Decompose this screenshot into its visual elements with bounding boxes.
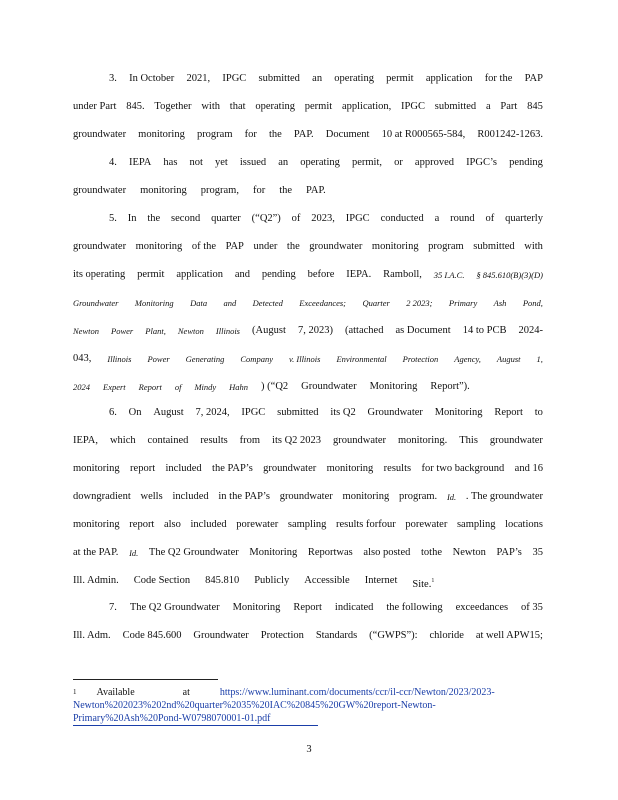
text: IPGC bbox=[222, 73, 247, 84]
text: also posted bbox=[363, 547, 411, 558]
text: an bbox=[312, 73, 323, 84]
text: the bbox=[268, 129, 282, 140]
citation-text: Groundwater bbox=[73, 298, 119, 308]
citation-text: Newton bbox=[73, 326, 99, 336]
citation-text: Power bbox=[111, 326, 134, 336]
text: and bbox=[234, 269, 251, 280]
text: quarterly bbox=[505, 213, 543, 224]
text: 043, bbox=[73, 353, 92, 364]
para5-line1 bbox=[73, 213, 543, 241]
text: with bbox=[201, 101, 221, 112]
para5-line4 bbox=[73, 297, 543, 325]
text: at the PAP. bbox=[73, 547, 119, 558]
text: 845.810 bbox=[205, 575, 240, 586]
para5-line5 bbox=[73, 325, 543, 353]
text: issued bbox=[239, 157, 267, 168]
text: pending bbox=[261, 269, 296, 280]
text: locations bbox=[505, 519, 543, 530]
text: operating bbox=[300, 157, 340, 168]
text: application bbox=[425, 73, 473, 84]
citation-text: 2024 bbox=[73, 382, 90, 392]
text: permit, bbox=[351, 157, 382, 168]
text: monitoring. bbox=[398, 435, 448, 446]
text: Groundwater bbox=[367, 407, 423, 418]
text: included bbox=[165, 463, 202, 474]
text: for the bbox=[484, 73, 513, 84]
text: to bbox=[534, 407, 543, 418]
text: PAP bbox=[524, 73, 543, 84]
text: Site. bbox=[412, 578, 432, 590]
text: 2024- bbox=[518, 325, 543, 336]
footnote-text: at bbox=[182, 687, 190, 698]
citation-text: 1, bbox=[536, 354, 543, 364]
paragraph-5 bbox=[73, 213, 543, 409]
citation-text: Illinois bbox=[215, 326, 240, 336]
text: monitoring bbox=[73, 463, 120, 474]
para6-line1 bbox=[73, 407, 543, 435]
para7-line2 bbox=[73, 630, 543, 658]
text: not bbox=[189, 157, 203, 168]
text: Publicly bbox=[254, 575, 290, 586]
para5-line7 bbox=[73, 381, 543, 409]
text: R001242-1263. bbox=[477, 129, 543, 140]
text: monitoring bbox=[135, 241, 183, 252]
text: for bbox=[244, 129, 257, 140]
paragraph-number: 7. bbox=[109, 602, 117, 613]
citation-text: Newton bbox=[177, 326, 204, 336]
text: Together bbox=[154, 101, 192, 112]
text: Document bbox=[325, 129, 370, 140]
text: also bbox=[163, 519, 181, 530]
text: the following bbox=[386, 602, 443, 613]
para5-line2 bbox=[73, 241, 543, 269]
text: approved bbox=[414, 157, 454, 168]
text: sampling bbox=[287, 519, 327, 530]
text: of 35 bbox=[521, 602, 543, 613]
citation-text: Environmental bbox=[336, 354, 387, 364]
footnote-text: Available bbox=[96, 687, 135, 698]
text: groundwater bbox=[73, 129, 127, 140]
para7-line1 bbox=[73, 602, 543, 630]
citation-text: v. Illinois bbox=[288, 354, 321, 364]
text: Ill. Admin. bbox=[73, 575, 119, 586]
text: yet bbox=[214, 157, 228, 168]
text: submitted bbox=[258, 73, 300, 84]
text: sampling bbox=[456, 519, 496, 530]
text: This bbox=[459, 435, 478, 446]
text: report bbox=[129, 519, 155, 530]
citation-text: Monitoring bbox=[134, 298, 174, 308]
citation-text: Mindy bbox=[194, 382, 217, 392]
text: a bbox=[485, 101, 491, 112]
text: its Q2 2023 bbox=[272, 435, 322, 446]
text: pending bbox=[509, 157, 543, 168]
text: ) (“Q2 bbox=[261, 381, 289, 392]
citation-text: Agency, bbox=[454, 354, 481, 364]
text: report bbox=[130, 463, 156, 474]
text: Ill. Adm. bbox=[73, 630, 111, 641]
text: as Document bbox=[395, 325, 451, 336]
text: second bbox=[171, 213, 201, 224]
citation-text: and bbox=[223, 298, 237, 308]
text: in the PAP’s bbox=[218, 491, 270, 502]
citation-text: Pond, bbox=[522, 298, 543, 308]
text: (attached bbox=[344, 325, 384, 336]
footnote-ref-wrap bbox=[412, 575, 434, 591]
text: Code 845.600 bbox=[122, 630, 182, 641]
text: In October bbox=[129, 73, 175, 84]
text: included bbox=[172, 491, 209, 502]
para4-line1 bbox=[73, 157, 543, 185]
text: PAP. bbox=[306, 185, 326, 196]
citation-text: Report bbox=[138, 382, 162, 392]
text: Monitoring bbox=[249, 547, 298, 558]
text: 845 bbox=[527, 101, 543, 112]
text: The Q2 Groundwater bbox=[148, 547, 239, 558]
text: wells bbox=[140, 491, 163, 502]
para3-line2 bbox=[73, 101, 543, 129]
paragraph-7 bbox=[73, 602, 543, 658]
text: from bbox=[239, 435, 261, 446]
citation-text: of bbox=[174, 382, 182, 392]
text: monitoring bbox=[73, 519, 120, 530]
text: groundwater bbox=[73, 241, 127, 252]
citation-text: 2 2023; bbox=[406, 298, 433, 308]
text: monitoring bbox=[138, 129, 185, 140]
text: PAP’s bbox=[496, 547, 522, 558]
text: of bbox=[291, 213, 301, 224]
text: has bbox=[163, 157, 178, 168]
para6-line4 bbox=[73, 491, 543, 519]
text: (“GWPS”): bbox=[369, 630, 418, 641]
citation-text: Quarter bbox=[362, 298, 390, 308]
text: Report bbox=[494, 407, 523, 418]
text: Monitoring bbox=[232, 602, 281, 613]
text: Monitoring bbox=[369, 381, 418, 392]
text: 10 at R000565-584, bbox=[381, 129, 466, 140]
footnote-reference[interactable]: 1 bbox=[431, 578, 435, 584]
text: Code Section bbox=[133, 575, 191, 586]
footnote-separator bbox=[73, 679, 218, 680]
text: downgradient bbox=[73, 491, 131, 502]
text: results forfour bbox=[335, 519, 396, 530]
footnote-number: 1 bbox=[73, 688, 77, 696]
text: 35 bbox=[532, 547, 543, 558]
citation-text: Id. bbox=[129, 548, 139, 558]
text: Internet bbox=[364, 575, 398, 586]
text: monitoring bbox=[140, 185, 187, 196]
text: which bbox=[109, 435, 136, 446]
text: groundwater bbox=[332, 435, 387, 446]
text: 2021, bbox=[186, 73, 211, 84]
text: round bbox=[450, 213, 475, 224]
text: included bbox=[190, 519, 227, 530]
text: monitoring bbox=[342, 491, 390, 502]
citation-text: Company bbox=[240, 354, 273, 364]
text: IEPA bbox=[128, 157, 152, 168]
text: Accessible bbox=[304, 575, 350, 586]
text: for bbox=[252, 185, 266, 196]
text: of bbox=[485, 213, 495, 224]
text: 845. bbox=[126, 101, 145, 112]
citation-text: Id. bbox=[446, 492, 457, 502]
text: Reportwas bbox=[307, 547, 353, 558]
footnote-line1 bbox=[73, 686, 543, 699]
text: permit bbox=[137, 269, 165, 280]
text: for two background bbox=[421, 463, 505, 474]
text: Groundwater bbox=[193, 630, 249, 641]
citation-text: 35 I.A.C. bbox=[433, 270, 465, 280]
text: IPGC bbox=[241, 407, 266, 418]
text: porewater bbox=[405, 519, 448, 530]
text: application bbox=[176, 269, 223, 280]
text: PAP. bbox=[293, 129, 314, 140]
text: Standards bbox=[315, 630, 358, 641]
text: groundwater bbox=[309, 241, 363, 252]
text: Groundwater bbox=[301, 381, 357, 392]
text: and 16 bbox=[514, 463, 543, 474]
paragraph-number: 5. bbox=[109, 213, 117, 224]
text: 2023, bbox=[311, 213, 335, 224]
text: under Part bbox=[73, 101, 117, 112]
text: IEPA. bbox=[346, 269, 372, 280]
text: Ramboll, bbox=[383, 269, 422, 280]
text: 7, 2023) bbox=[297, 325, 333, 336]
text: program bbox=[428, 241, 464, 252]
para3-line1 bbox=[73, 73, 543, 101]
text: On bbox=[128, 407, 142, 418]
text: permit bbox=[386, 73, 414, 84]
para5-line3 bbox=[73, 269, 543, 297]
citation-text: Plant, bbox=[145, 326, 166, 336]
text: 7, 2024, bbox=[195, 407, 230, 418]
footnote-line3 bbox=[73, 712, 543, 726]
citation-text: Power bbox=[147, 354, 170, 364]
text: Part bbox=[500, 101, 518, 112]
citation-text: August bbox=[496, 354, 521, 364]
citation-text: Generating bbox=[185, 354, 225, 364]
text: PAP bbox=[225, 241, 244, 252]
text: groundwater bbox=[489, 435, 543, 446]
text: groundwater bbox=[279, 491, 333, 502]
text: 14 to PCB bbox=[462, 325, 507, 336]
text: In bbox=[127, 213, 137, 224]
text: Report bbox=[293, 602, 322, 613]
footnote-link[interactable]: Primary%20Ash%20Pond-W0798070001-01.pdf bbox=[73, 712, 318, 726]
text: submitted bbox=[434, 101, 477, 112]
text: The Q2 Groundwater bbox=[129, 602, 220, 613]
text: chloride bbox=[429, 630, 464, 641]
para6-line2 bbox=[73, 435, 543, 463]
text: program bbox=[196, 129, 233, 140]
text: permit bbox=[304, 101, 333, 112]
text: groundwater bbox=[73, 185, 127, 196]
text: with bbox=[524, 241, 543, 252]
text: Monitoring bbox=[434, 407, 483, 418]
text: August bbox=[153, 407, 184, 418]
citation-text: Exceedances; bbox=[299, 298, 347, 308]
text: IPGC bbox=[345, 213, 370, 224]
text: program. bbox=[398, 491, 438, 502]
text: submitted bbox=[473, 241, 515, 252]
text: of the bbox=[191, 241, 217, 252]
footnote-link[interactable]: Newton%202023%202nd%20quarter%2035%20IAC%20845%20GW%20report-Newton- bbox=[73, 700, 436, 711]
citation-text: Ash bbox=[493, 298, 507, 308]
text: its Q2 bbox=[330, 407, 356, 418]
text: monitoring bbox=[371, 241, 419, 252]
text: tothe bbox=[421, 547, 443, 558]
text: its operating bbox=[73, 269, 126, 280]
para6-line5 bbox=[73, 519, 543, 547]
para5-line6 bbox=[73, 353, 543, 381]
paragraph-3 bbox=[73, 73, 543, 157]
text: IPGC bbox=[401, 101, 425, 112]
text: . The groundwater bbox=[465, 491, 543, 502]
text: results bbox=[200, 435, 228, 446]
text: (August bbox=[252, 325, 286, 336]
text: IPGC’s bbox=[466, 157, 497, 168]
text: porewater bbox=[236, 519, 279, 530]
text: at well APW15; bbox=[475, 630, 543, 641]
text: Report”). bbox=[430, 381, 470, 392]
text: under bbox=[253, 241, 278, 252]
para6-line3 bbox=[73, 463, 543, 491]
text: the bbox=[147, 213, 161, 224]
text: quarter bbox=[211, 213, 241, 224]
text: IEPA, bbox=[73, 435, 98, 446]
text: or bbox=[394, 157, 403, 168]
paragraph-number: 6. bbox=[109, 407, 117, 418]
paragraph-6 bbox=[73, 407, 543, 603]
citation-text: Protection bbox=[402, 354, 439, 364]
paragraph-number: 4. bbox=[109, 157, 117, 168]
citation-text: § 845.610(B)(3)(D) bbox=[476, 270, 543, 280]
citation-text: Illinois bbox=[107, 354, 132, 364]
text: groundwater bbox=[263, 463, 317, 474]
footnote bbox=[73, 686, 543, 726]
para3-line3 bbox=[73, 129, 543, 157]
citation-text: Expert bbox=[103, 382, 126, 392]
text: the bbox=[286, 241, 300, 252]
text: Protection bbox=[260, 630, 304, 641]
text: results bbox=[383, 463, 412, 474]
page-number: 3 bbox=[306, 744, 312, 755]
text: Newton bbox=[452, 547, 486, 558]
text: monitoring bbox=[326, 463, 374, 474]
text: an bbox=[278, 157, 289, 168]
para6-line7 bbox=[73, 575, 543, 603]
text: contained bbox=[147, 435, 189, 446]
text: application, bbox=[341, 101, 392, 112]
text: indicated bbox=[334, 602, 374, 613]
text: the bbox=[279, 185, 293, 196]
citation-text: Hahn bbox=[229, 382, 249, 392]
text: the PAP’s bbox=[212, 463, 253, 474]
footnote-link[interactable]: https://www.luminant.com/documents/ccr/il-ccr/Newton/2023/2023- bbox=[219, 687, 495, 698]
text: (“Q2”) bbox=[251, 213, 281, 224]
text: program, bbox=[200, 185, 239, 196]
text: before bbox=[307, 269, 335, 280]
paragraph-4 bbox=[73, 157, 543, 213]
citation-text: Detected bbox=[252, 298, 283, 308]
para6-line6 bbox=[73, 547, 543, 575]
text: exceedances bbox=[455, 602, 509, 613]
footnote-line2 bbox=[73, 699, 543, 712]
text: a bbox=[434, 213, 440, 224]
paragraph-number: 3. bbox=[109, 73, 117, 84]
text: operating bbox=[334, 73, 374, 84]
text: conducted bbox=[380, 213, 424, 224]
text: that bbox=[229, 101, 246, 112]
para4-line2 bbox=[73, 185, 543, 213]
text: submitted bbox=[277, 407, 319, 418]
citation-text: Data bbox=[190, 298, 208, 308]
text: operating bbox=[255, 101, 295, 112]
citation-text: Primary bbox=[448, 298, 478, 308]
